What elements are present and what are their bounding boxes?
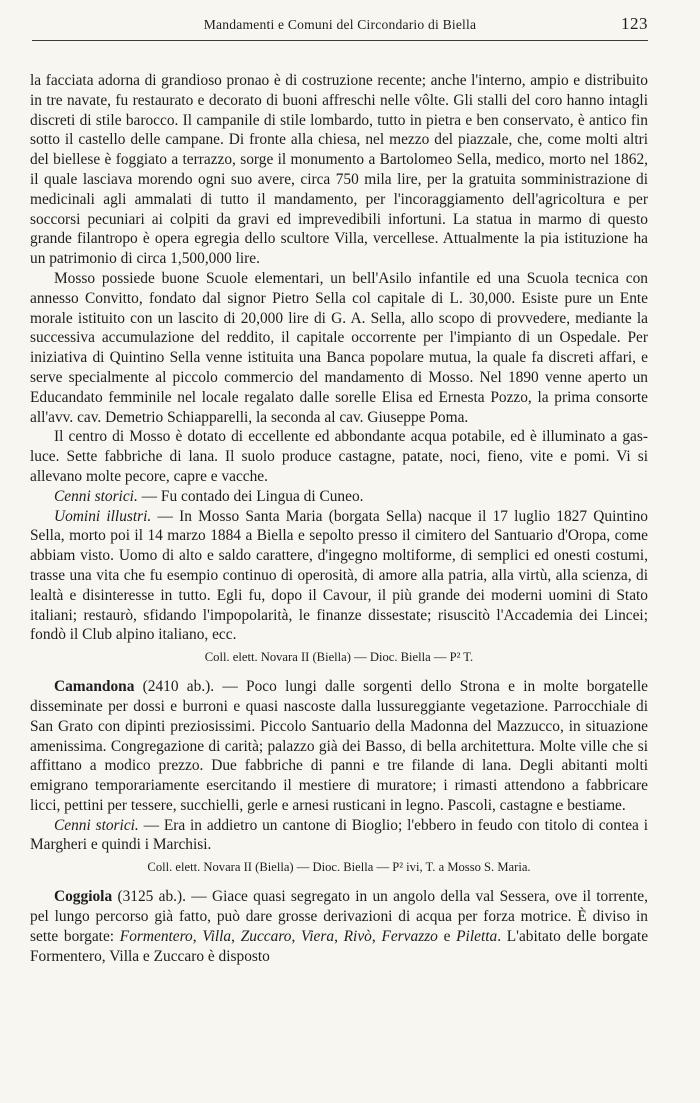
camandona-cenni-label: Cenni storici. — [54, 816, 139, 834]
separator: , — [192, 927, 203, 945]
separator: , — [371, 927, 382, 945]
borgata-fervazzo: Fervazzo — [381, 927, 438, 945]
cenni-storici-text: — Fu contado dei Lingua di Cuneo. — [137, 487, 364, 505]
camandona-electoral-note: Coll. elett. Novara II (Biella) — Dioc. Biella — P² ivi, T. a Mosso S. Maria. — [147, 860, 531, 875]
coggiola-name: Coggiola — [54, 888, 113, 906]
coggiola-paragraph — [30, 887, 648, 966]
mosso-paragraph-1: la facciata adorna di grandioso pronao è di costruzione recente; anche l'interno, ampio e distribuito in tre navate, fu restaurato e decorato di buoni affreschi nelle vôlte. Gli stalli del coro hanno intagli discreti di stile barocco. Il campanile di stile lombardo, tutto in pietra e ben conservato, è antico fin sotto il castello delle campane. Di fronte alla chiesa, nel mezzo del piazzale, che, come molti altri del biellese è foggiato a terrazzo, sorge il monumento a Bartolomeo Sella, medico, morto nel 1862, il quale lasciava morendo ogni suo avere, circa 750 mila lire, per la gratuita somministrazione di medicinali agli ammalati di tutto il mandamento, per l'incoraggiamento dell'agricoltura e per soccorsi pecuniari ai colpiti da gravi ed imprevedibili infortuni. La statua in marmo di questo grande filantropo è opera egregia dello scultore Villa, vercellese. Attualmente la pia istituzione ha un patrimonio di circa 1,500,000 lire. — [30, 72, 648, 268]
camandona-cenni-text: — Era in addietro un cantone di Bioglio; l'ebbero in feudo con titolo di contea i Margheri e quindi i Marchisi. — [30, 816, 648, 854]
borgata-villa: Villa — [202, 927, 232, 945]
mosso-paragraph-3: Il centro di Mosso è dotato di eccellente ed abbondante acqua potabile, ed è illuminato a gas-luce. Sette fabbriche di lana. Il suolo produce castagne, patate, noci, fieno, vite e pomi. Vi si allevano molte pecore, capre e vacche. — [30, 428, 648, 485]
uomini-illustri-text: — In Mosso Santa Maria (borgata Sella) nacque il 17 luglio 1827 Quintino Sella, morto poi il 14 marzo 1884 a Biella e sepolto presso il cimitero del Santuario d'Oropa, come abbiam visto. Uomo di alto e saldo carattere, d'ingegno moltiforme, di semplici ed onesti costumi, trasse una vita che fu esempio continuo di operosità, di amore alla patria, alla virtù, alla scienza, di lealtà e disinteresse in tutto. Egli fu, dopo il Cavour, il più grande dei moderni uomini di Stato italiani; restaurò, sfidando l'impopolarità, le finanze dissestate; risuscitò l'Accademia dei Lincei; fondò il Club alpino italiano, ecc. — [30, 507, 649, 644]
borgata-rivo: Rivò — [343, 927, 372, 945]
page-number: 123 — [621, 14, 648, 33]
running-head: Mandamenti e Comuni del Circondario di Biella — [203, 17, 477, 32]
separator: e — [437, 927, 457, 945]
coggiola-text-a: (3125 ab.). — Giace quasi segregato in un angolo della val Sessera, ove il torrente, pel lungo percorso già fatto, può dare grosse derivazioni di acqua per forza motrice. È diviso in sette borgate: — [30, 888, 648, 945]
separator: , — [291, 927, 302, 945]
uomini-illustri-label: Uomini illustri. — [54, 507, 152, 525]
borgata-viera: Viera — [301, 927, 335, 945]
mosso-uomini-illustri — [30, 507, 648, 646]
coggiola-text-b: . L'abitato delle borgate Formentero, Villa e Zuccaro è disposto — [30, 927, 649, 965]
cenni-storici-label: Cenni storici. — [54, 487, 138, 505]
borgata-formentero: Formentero — [119, 927, 193, 945]
separator: , — [231, 927, 241, 945]
mosso-electoral-note: Coll. elett. Novara II (Biella) — Dioc. Biella — P² T. — [204, 650, 474, 665]
camandona-paragraph — [30, 677, 648, 816]
page-header — [32, 0, 648, 41]
mosso-paragraph-2: Mosso possiede buone Scuole elementari, un bell'Asilo infantile ed una Scuola tecnica con annesso Convitto, fondato dal signor Pietro Sella col capitale di L. 30,000. Esiste pure un Ente morale istituito con un lascito di 20,000 lire di G. A. Sella, allo scopo di provvedere, mediante la successiva accumulazione del reddito, il capitale occorrente per l'impianto di un Ospedale. Per iniziativa di Quintino Sella venne istituita una Banca popolare mutua, la quale fa discreti affari, e serve specialmente al piccolo commercio del mandamento di Mosso. Nel 1890 venne aperto un Educandato femminile nel locale regalato dalle sorelle Elisa ed Ernesta Pozzo, la prima consorte all'avv. cav. Demetrio Schiapparelli, la seconda al cav. Giuseppe Poma. — [30, 269, 648, 426]
page-body — [30, 71, 648, 966]
borgata-zuccaro: Zuccaro — [240, 927, 292, 945]
camandona-cenni-storici — [30, 816, 648, 856]
camandona-name: Camandona — [54, 678, 135, 696]
camandona-text: (2410 ab.). — Poco lungi dalle sorgenti dello Strona e in molte borgatelle disseminate per dossi e burroni e quasi nascoste dalla lussureggiante vegetazione. Parrocchiale di San Grato con dipinti preziosissimi. Piccolo Santuario della Madonna del Mazzucco, in situazione amenissima. Congregazione di carità; palazzo già dei Basso, di bella architettura. Molte ville che si affittano a modico prezzo. Due fabbriche di panni e tre filande di lana. Degli abitanti molti emigrano temporariamente esercitando il mestiere di muratore; i rimasti attendono a fabbricare licci, pettini per tessere, succhielli, gerle e arnesi rusticani in legno. Pascoli, castagne e bestiame. — [30, 678, 648, 814]
borgata-piletta: Piletta — [456, 927, 498, 945]
mosso-cenni-storici — [30, 487, 648, 507]
separator: , — [334, 927, 344, 945]
